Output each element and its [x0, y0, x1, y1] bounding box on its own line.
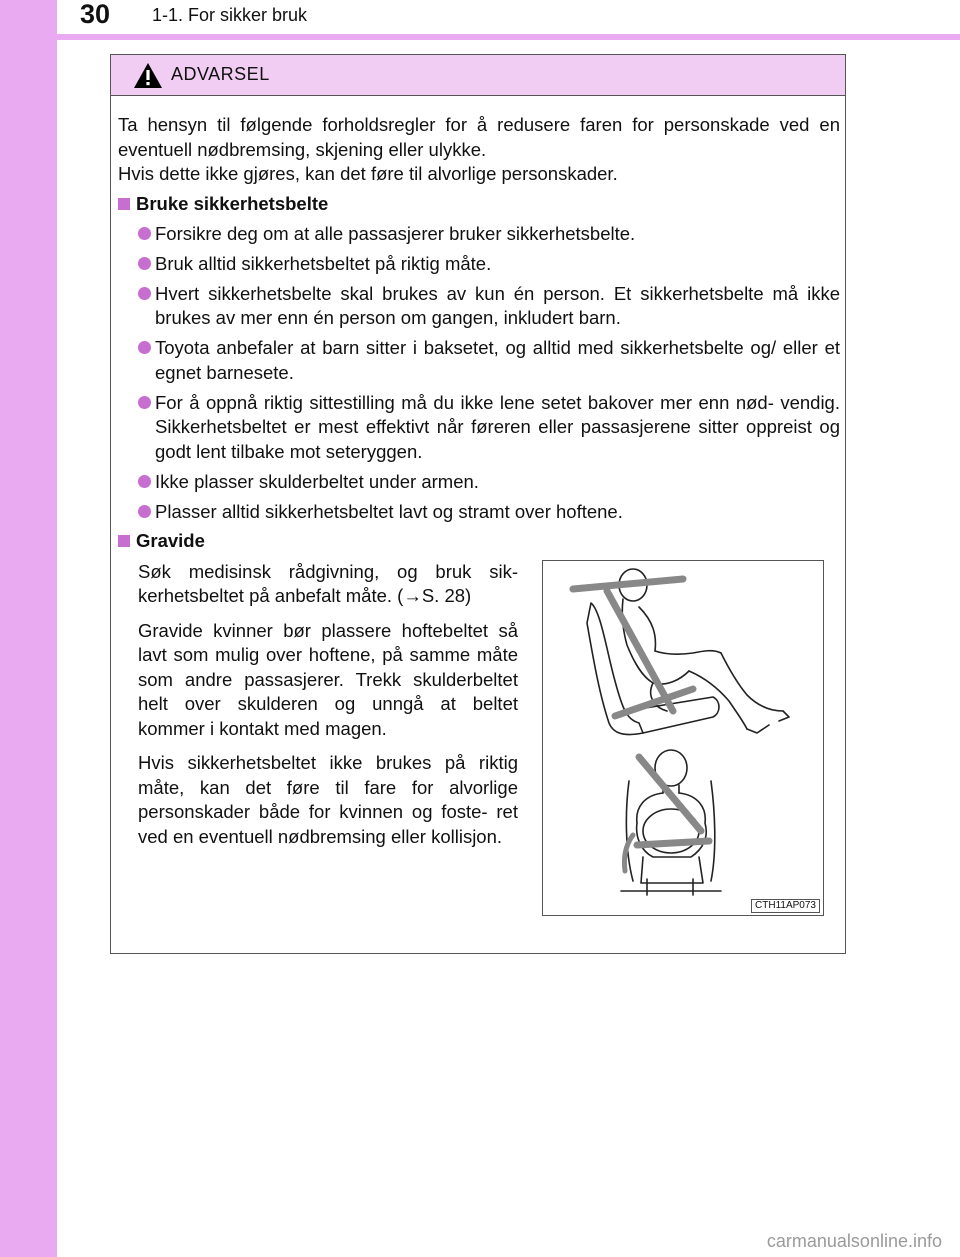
square-bullet-icon	[118, 535, 130, 547]
pregnant-heading-label: Gravide	[136, 530, 205, 551]
bullet-dot-icon	[138, 227, 151, 240]
list-item-text: Forsikre deg om at alle passasjerer bruker sikkerhetsbelte.	[155, 222, 636, 244]
list-item-text: Hvert sikkerhetsbelte skal brukes av kun én person. Et sikkerhetsbelte må ikke brukes av mer enn én person om gangen, inkludert barn.	[155, 282, 840, 328]
list-item-text: For å oppnå riktig sittestilling må du ikke lene setet bakover mer enn nød- vendig. Sikkerhetsbeltet er mest effektivt når føreren eller passasjerene sitter oppreist og godt lent tilbake mot seteryggen.	[155, 391, 840, 462]
intro-paragraph: Ta hensyn til følgende forholdsregler for å redusere faren for personskade ved en eventuell nødbremsing, skjening eller ulykke.	[118, 114, 840, 160]
section-title: 1-1. For sikker bruk	[152, 5, 308, 25]
page-number: 30	[80, 0, 111, 29]
bullet-dot-icon	[138, 257, 151, 270]
square-bullet-icon	[118, 198, 130, 210]
intro-paragraph: Hvis dette ikke gjøres, kan det føre til alvorlige personskader.	[118, 163, 618, 184]
list-item-text: Ikke plasser skulderbeltet under armen.	[155, 470, 479, 492]
pregnant-paragraph: Gravide kvinner bør plassere hoftebeltet så lavt som mulig over hoftene, på samme måte som andre passasjerer. Trekk skulderbeltet helt over skulderen og unngå at beltet kommer i kontakt med magen.	[138, 619, 518, 739]
bullet-dot-icon	[138, 396, 151, 409]
watermark: carmanualsonline.info	[766, 1231, 942, 1251]
side-color-strip	[0, 0, 57, 1257]
list-item	[118, 336, 840, 385]
bullet-dot-icon	[138, 341, 151, 354]
bullet-dot-icon	[138, 475, 151, 488]
pregnant-paragraph: Hvis sikkerhetsbeltet ikke brukes på riktig måte, kan det føre til fare for alvorlige personskader både for kvinnen og foste- ret ved en eventuell nødbremsing eller kollisjon.	[138, 752, 518, 847]
list-item-text: Bruk alltid sikkerhetsbeltet på riktig måte.	[155, 252, 492, 274]
list-item-text: Toyota anbefaler at barn sitter i baksetet, og alltid med sikkerhetsbelte og/ eller et egnet barnesete.	[155, 337, 840, 383]
belt-heading-label: Bruke sikkerhetsbelte	[136, 192, 329, 214]
warning-header	[111, 55, 845, 96]
pregnant-seatbelt-illustration-icon	[543, 561, 822, 901]
list-item	[118, 391, 840, 465]
belt-list	[118, 222, 840, 525]
pregnant-paragraph: Søk medisinsk rådgivning, og bruk sik- kerhetsbeltet på anbefalt måte. (→S. 28)	[138, 560, 518, 606]
list-item-text: Plasser alltid sikkerhetsbeltet lavt og stramt over hoftene.	[155, 500, 623, 522]
figure-code: CTH11AP073	[751, 899, 820, 913]
list-item	[118, 222, 840, 247]
top-color-strip	[57, 34, 960, 40]
warning-title: ADVARSEL	[171, 64, 270, 84]
pregnant-heading	[118, 529, 840, 554]
warning-triangle-icon	[133, 62, 163, 89]
pregnant-text	[138, 560, 518, 860]
intro-text	[118, 113, 840, 187]
list-item	[118, 282, 840, 331]
warning-box	[110, 54, 846, 954]
warning-body	[118, 113, 840, 932]
list-item	[118, 470, 840, 495]
pregnant-section	[118, 560, 840, 932]
bullet-dot-icon	[138, 287, 151, 300]
seatbelt-illustration	[542, 560, 824, 916]
belt-heading	[118, 192, 840, 217]
bullet-dot-icon	[138, 505, 151, 518]
list-item	[118, 500, 840, 525]
list-item	[118, 252, 840, 277]
